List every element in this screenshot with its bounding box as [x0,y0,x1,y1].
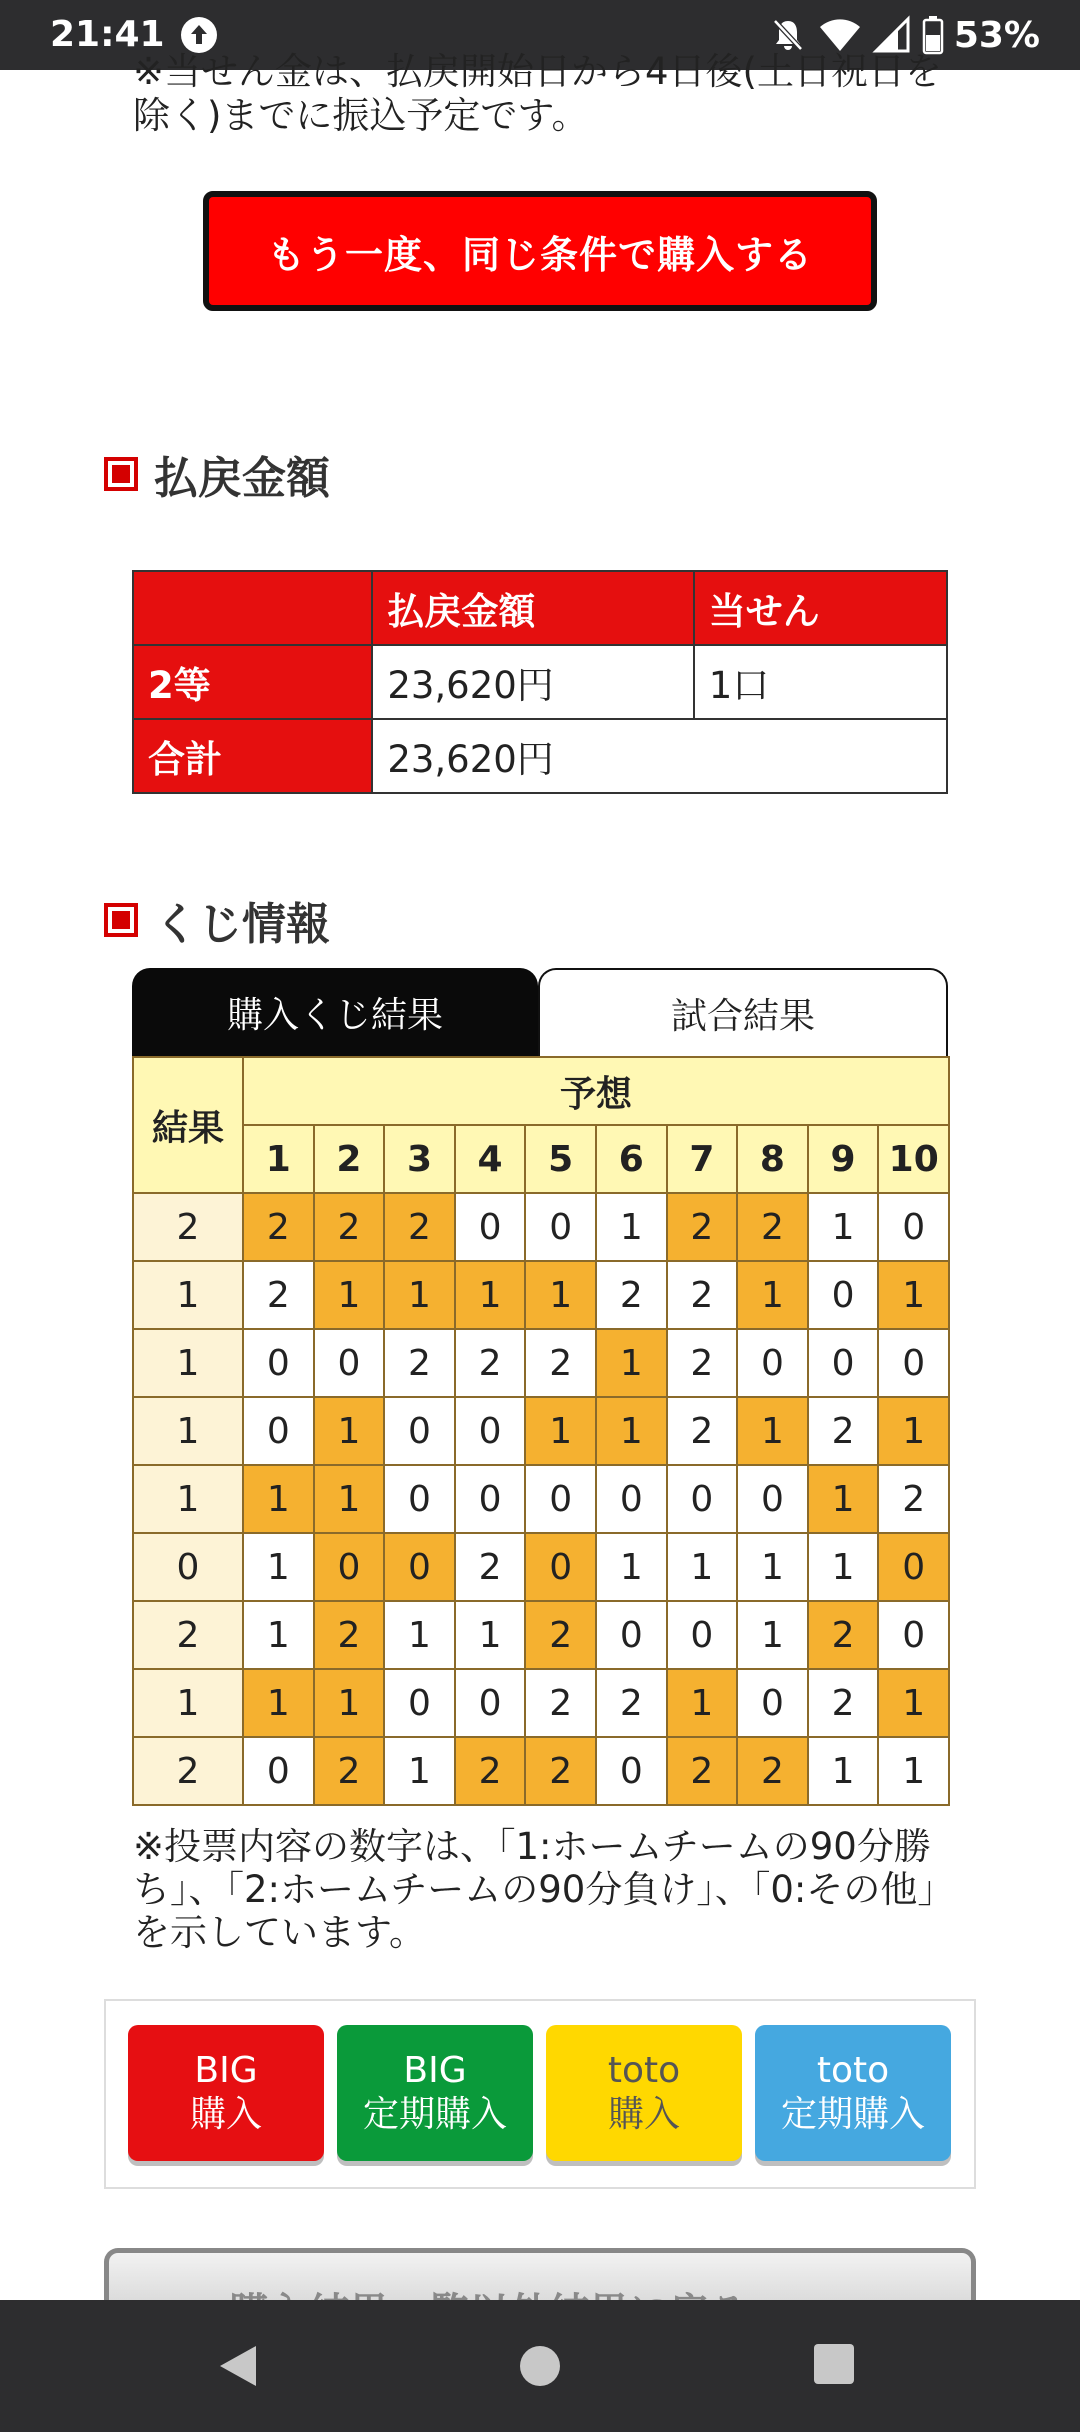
pick-cell-hit: 1 [878,1261,949,1329]
pick-cell-hit: 1 [878,1669,949,1737]
pick-cell: 0 [808,1261,879,1329]
pick-cell: 2 [667,1261,738,1329]
row-result-cell: 1 [133,1329,243,1397]
table-row [133,1669,949,1737]
row-result-cell: 1 [133,1397,243,1465]
pick-cell-hit: 2 [667,1193,738,1261]
pick-cell: 2 [596,1261,667,1329]
pick-cell: 0 [384,1669,455,1737]
pick-cell: 0 [455,1465,526,1533]
pick-cell-hit: 1 [737,1261,808,1329]
buy-button-line1: BIG [194,2050,258,2091]
pick-cell-hit: 1 [243,1669,314,1737]
pick-cell-hit: 2 [737,1737,808,1805]
pick-cell-hit: 1 [384,1261,455,1329]
pick-cell-hit: 2 [314,1601,385,1669]
pick-cell-hit: 0 [878,1533,949,1601]
pick-cell: 2 [878,1465,949,1533]
repeat-purchase-button[interactable]: もう一度、同じ条件で購入する [203,191,877,311]
match-number-header: 9 [808,1125,879,1193]
pick-cell: 0 [667,1601,738,1669]
row-result-cell: 1 [133,1261,243,1329]
pick-cell-hit: 1 [737,1397,808,1465]
pick-cell: 1 [596,1533,667,1601]
pick-cell-hit: 0 [314,1533,385,1601]
pick-cell: 0 [808,1329,879,1397]
pick-cell-hit: 2 [314,1193,385,1261]
pick-cell: 0 [737,1465,808,1533]
wifi-icon [818,15,862,55]
pick-cell: 2 [808,1669,879,1737]
battery-percent: 53% [953,14,1040,56]
row-result-cell: 1 [133,1465,243,1533]
table-row [133,1329,949,1397]
pick-cell: 0 [243,1397,314,1465]
pick-cell-hit: 2 [525,1601,596,1669]
pick-cell: 0 [596,1601,667,1669]
pick-cell: 0 [596,1737,667,1805]
pick-cell-hit: 2 [808,1601,879,1669]
payout-table [132,570,948,794]
buy-button-line2: 購入 [189,2094,262,2135]
pick-cell-hit: 1 [525,1397,596,1465]
pick-cell: 1 [808,1533,879,1601]
payout-header-empty [133,571,372,645]
pick-cell: 1 [737,1601,808,1669]
pick-cell-hit: 1 [525,1261,596,1329]
buy-button-line2: 定期購入 [362,2094,507,2135]
pick-cell: 0 [455,1397,526,1465]
row-result-cell: 1 [133,1669,243,1737]
row-result-cell: 2 [133,1737,243,1805]
status-time: 21:41 [50,14,165,55]
pick-cell: 2 [525,1669,596,1737]
payout-schedule-note: ※当せん金は、払戻開始日から4日後(土日祝日を除く)までに振込予定です。 [133,50,942,137]
pick-cell: 1 [667,1533,738,1601]
tab-match-results[interactable]: 試合結果 [538,968,948,1056]
table-row [133,1737,949,1805]
pick-cell: 1 [737,1533,808,1601]
pick-cell: 0 [455,1669,526,1737]
buy-button-line1: BIG [403,2050,467,2091]
pick-cell-hit: 1 [314,1261,385,1329]
pick-cell: 1 [455,1601,526,1669]
prediction-grid [132,1056,950,1806]
pick-cell: 2 [243,1261,314,1329]
big-subscription-button[interactable] [337,2025,533,2161]
back-nav-icon[interactable] [216,2342,260,2394]
payout-header-count: 当せん [694,571,947,645]
pick-cell-hit: 1 [455,1261,526,1329]
table-row [133,1193,949,1261]
row-result-cell: 2 [133,1601,243,1669]
pick-cell: 1 [384,1601,455,1669]
page-content[interactable] [0,50,1080,2300]
toto-buy-button[interactable] [546,2025,742,2161]
battery-icon [922,15,944,55]
pick-cell-hit: 1 [314,1669,385,1737]
prize-amount: 23,620円 [372,645,693,719]
lottery-tabs [132,968,948,1056]
tab-purchase-results[interactable]: 購入くじ結果 [132,968,538,1056]
pick-cell: 2 [384,1329,455,1397]
pick-legend-note: ※投票内容の数字は、「1:ホームチームの90分勝ち」、「2:ホームチームの90分負け」、「0:その他」を示しています。 [133,1825,955,1954]
system-nav-bar [0,2300,1080,2432]
pick-cell: 0 [878,1601,949,1669]
table-row [133,1397,949,1465]
pick-cell-hit: 1 [596,1329,667,1397]
pick-cell: 0 [878,1193,949,1261]
match-number-header: 1 [243,1125,314,1193]
toto-subscription-button[interactable] [755,2025,951,2161]
pick-cell: 0 [878,1329,949,1397]
table-row [133,1533,949,1601]
pick-cell-hit: 1 [314,1397,385,1465]
row-result-cell: 0 [133,1533,243,1601]
total-label: 合計 [133,719,372,793]
row-result-cell: 2 [133,1193,243,1261]
buy-button-line1: toto [816,2050,890,2091]
pick-cell-hit: 2 [243,1193,314,1261]
pick-cell-hit: 1 [878,1397,949,1465]
table-row [133,1261,949,1329]
pick-cell: 0 [243,1329,314,1397]
pick-cell: 1 [808,1737,879,1805]
home-nav-icon[interactable] [516,2342,564,2394]
square-bullet-icon [104,903,138,937]
pick-cell: 0 [737,1669,808,1737]
pick-cell: 0 [737,1329,808,1397]
signal-icon [872,15,912,55]
purchase-buttons-panel [104,1999,976,2189]
prize-rank-label: 2等 [133,645,372,719]
pick-cell: 1 [243,1533,314,1601]
recents-nav-icon[interactable] [812,2342,856,2390]
pick-cell-hit: 2 [525,1737,596,1805]
pick-cell: 2 [667,1329,738,1397]
pick-cell: 2 [596,1669,667,1737]
payout-header-amount: 払戻金額 [372,571,693,645]
pick-cell: 0 [525,1193,596,1261]
total-amount: 23,620円 [372,719,947,793]
pick-cell-hit: 1 [243,1465,314,1533]
pick-cell-hit: 2 [455,1737,526,1805]
pick-cell-hit: 2 [737,1193,808,1261]
pick-cell: 0 [525,1465,596,1533]
notifications-off-icon [768,15,808,55]
pick-cell: 0 [243,1737,314,1805]
match-number-header: 8 [737,1125,808,1193]
pick-cell: 1 [596,1193,667,1261]
pick-cell-hit: 1 [596,1397,667,1465]
pick-cell: 1 [878,1737,949,1805]
match-number-header: 2 [314,1125,385,1193]
lottery-info-heading-text: くじ情報 [154,899,330,950]
pick-cell: 0 [384,1465,455,1533]
lottery-info-heading [104,888,330,952]
pick-cell: 0 [455,1193,526,1261]
square-bullet-icon [104,457,138,491]
pick-cell: 2 [667,1397,738,1465]
big-buy-button[interactable] [128,2025,324,2161]
buy-button-line2: 定期購入 [780,2094,925,2135]
pick-cell: 0 [314,1329,385,1397]
pick-cell-hit: 1 [808,1465,879,1533]
pick-cell: 2 [455,1329,526,1397]
match-number-header: 4 [455,1125,526,1193]
prediction-column-header: 予想 [243,1057,949,1125]
match-number-header: 5 [525,1125,596,1193]
match-number-header: 10 [878,1125,949,1193]
pick-cell-hit: 2 [314,1737,385,1805]
table-row [133,1601,949,1669]
pick-cell-hit: 0 [525,1533,596,1601]
pick-cell: 0 [384,1397,455,1465]
pick-cell-hit: 1 [314,1465,385,1533]
payout-heading-text: 払戻金額 [154,453,330,504]
table-row [133,1465,949,1533]
pick-cell: 2 [455,1533,526,1601]
pick-cell-hit: 0 [384,1533,455,1601]
upload-icon [181,17,217,53]
pick-cell-hit: 2 [667,1737,738,1805]
pick-cell: 2 [525,1329,596,1397]
buy-button-line2: 購入 [607,2094,680,2135]
prize-count: 1口 [694,645,947,719]
pick-cell-hit: 2 [384,1193,455,1261]
payout-heading [104,442,330,506]
result-column-header: 結果 [133,1057,243,1193]
pick-cell: 1 [243,1601,314,1669]
pick-cell: 1 [384,1737,455,1805]
pick-cell: 2 [808,1397,879,1465]
pick-cell: 0 [667,1465,738,1533]
pick-cell: 1 [808,1193,879,1261]
match-number-header: 7 [667,1125,738,1193]
buy-button-line1: toto [607,2050,681,2091]
match-number-header: 6 [596,1125,667,1193]
pick-cell: 0 [596,1465,667,1533]
match-number-header: 3 [384,1125,455,1193]
pick-cell-hit: 1 [667,1669,738,1737]
